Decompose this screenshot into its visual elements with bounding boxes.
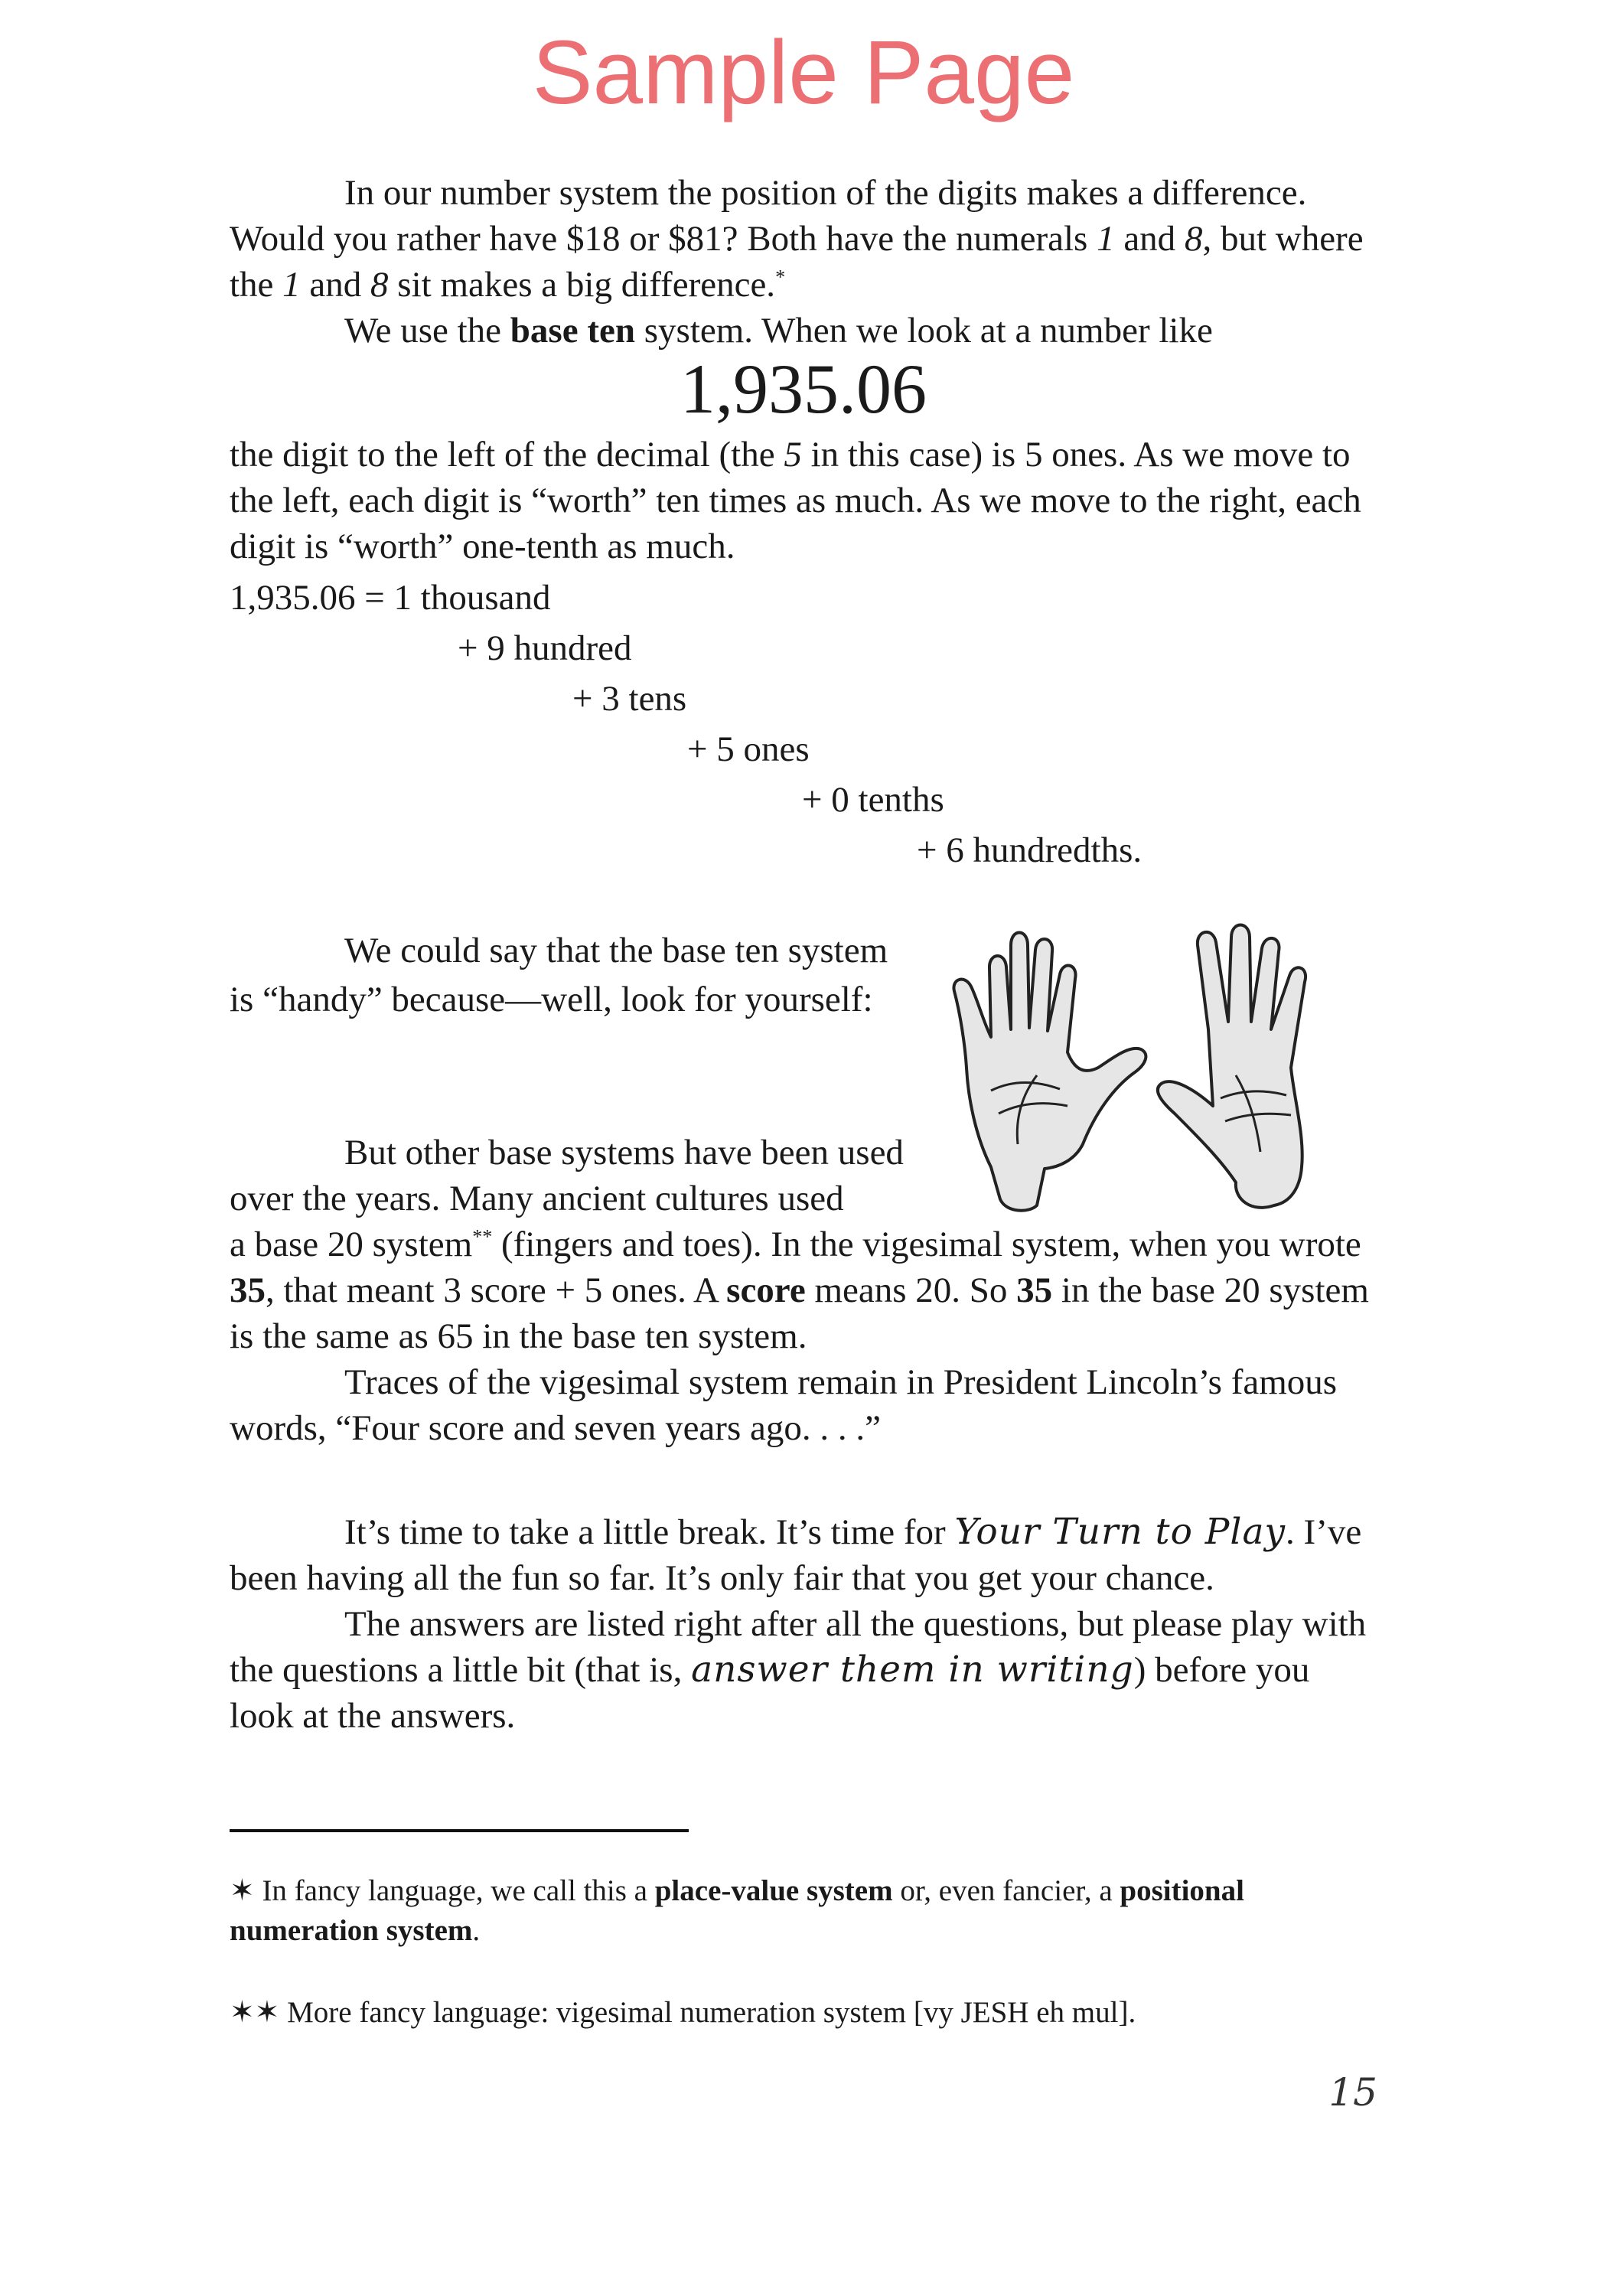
footnote-mark: ** xyxy=(472,1225,493,1248)
term-bold: base ten xyxy=(510,311,635,351)
text-line: We could say that the base ten system xyxy=(344,931,888,970)
text: We use the xyxy=(344,311,510,351)
text: . xyxy=(472,1914,481,1947)
expansion-line: + 5 ones xyxy=(687,729,810,769)
footnote-mark: * xyxy=(775,266,786,289)
text: , that meant 3 score + 5 ones. A xyxy=(266,1270,727,1310)
paragraph-digit-worth xyxy=(230,432,1377,569)
text: , but where the xyxy=(230,219,1364,305)
expansion-head: 1,935.06 = 1 thousand xyxy=(230,578,551,618)
paragraph-base-ten xyxy=(230,308,1377,354)
text: The answers are listed right after all the questions, but please play with the questions a little bit (that is, xyxy=(230,1604,1367,1690)
expansion-line: + 9 hundred xyxy=(458,628,632,668)
paragraph-handy xyxy=(230,928,964,1022)
term-bold: place-value system xyxy=(654,1874,893,1907)
footnote-1 xyxy=(230,1871,1377,1951)
script-emphasis: answer them in writing xyxy=(691,1649,1134,1691)
text: It’s time to take a little break. It’s time for xyxy=(344,1512,955,1552)
term-bold: positional numeration system xyxy=(230,1874,1244,1947)
paragraph-answers xyxy=(230,1601,1377,1739)
footnote-divider xyxy=(230,1829,689,1832)
asterisk-icon: ✶ xyxy=(230,1874,255,1907)
text: and xyxy=(300,265,371,305)
number-bold: 35 xyxy=(1016,1270,1053,1310)
paragraph-break xyxy=(230,1509,1377,1601)
text: means 20. So xyxy=(805,1270,1017,1310)
asterisk-icon: ✶✶ xyxy=(230,1996,280,2029)
paragraph-vigesimal xyxy=(230,1130,1377,1451)
sample-page-watermark: Sample Page xyxy=(532,22,1075,123)
text: in the base 20 system is the same as 65 in the base ten system. xyxy=(230,1270,1369,1356)
term-bold: score xyxy=(726,1270,806,1310)
play-section xyxy=(230,1509,1377,1739)
numeral-italic: 8 xyxy=(370,265,389,305)
script-title: Your Turn to Play xyxy=(954,1511,1286,1553)
example-number: 1,935.06 xyxy=(680,350,927,428)
text: a base 20 system xyxy=(230,1225,473,1264)
text-line: over the years. Many ancient cultures used xyxy=(230,1179,844,1218)
text: and xyxy=(1114,219,1185,259)
text-line: is “handy” because—well, look for yourself: xyxy=(230,980,873,1019)
text: the digit to the left of the decimal (the xyxy=(230,435,784,475)
text: ) before you look at the answers. xyxy=(230,1650,1310,1736)
text: More fancy language: vigesimal numeration system [vy JESH eh mul]. xyxy=(279,1996,1136,2029)
expansion-line: + 3 tens xyxy=(572,679,687,719)
footnote-2 xyxy=(230,1993,1377,2033)
page-number: 15 xyxy=(1328,2070,1377,2115)
numeral-italic: 5 xyxy=(784,435,802,475)
text: sit makes a big difference. xyxy=(388,265,776,305)
expansion-line: + 6 hundredths. xyxy=(917,830,1143,870)
numeral-italic: 8 xyxy=(1184,219,1203,259)
text: (fingers and toes). In the vigesimal system, when you wrote xyxy=(492,1225,1361,1264)
text-line: But other base systems have been used xyxy=(344,1133,904,1172)
text: In fancy language, we call this a xyxy=(254,1874,655,1907)
text: in this case) is 5 ones. As we move to the left, each digit is “worth” ten times as much. As we move to the right, each digit is “worth” one-tenth as much. xyxy=(230,435,1361,566)
expansion-line: + 0 tenths xyxy=(802,780,944,820)
text: . I’ve been having all the fun so far. It’s only fair that you get your chance. xyxy=(230,1512,1362,1598)
numeral-italic: 1 xyxy=(282,265,301,305)
numeral-italic: 1 xyxy=(1097,219,1115,259)
text: In our number system the position of the digits makes a difference. Would you rather have $18 or $81? Both have the numerals xyxy=(230,173,1307,259)
text: or, even fancier, a xyxy=(892,1874,1120,1907)
text: system. When we look at a number like xyxy=(634,311,1213,351)
paragraph-lincoln: Traces of the vigesimal system remain in President Lincoln’s famous words, “Four score and seven years ago. . . .” xyxy=(230,1362,1338,1448)
intro-section xyxy=(230,170,1377,354)
paragraph-position xyxy=(230,170,1377,308)
number-bold: 35 xyxy=(230,1270,266,1310)
